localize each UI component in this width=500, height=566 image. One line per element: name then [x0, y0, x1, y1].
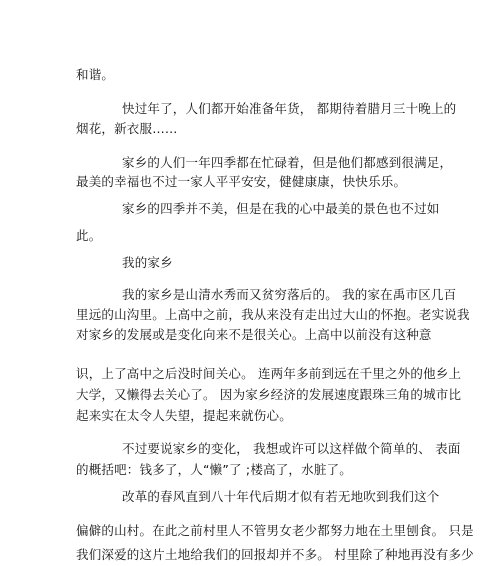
text-line: 的概括吧：钱多了，人“懒”了 ;楼高了，水脏了。 [76, 462, 352, 477]
text-line: 大学，又懒得去关心了。 因为家乡经济的发展速度跟珠三角的城市比 [76, 387, 462, 402]
section-heading: 我的家乡 [122, 255, 173, 270]
text-line: 家乡的四季并不美，但是在我的心中最美的景色也不过如 [122, 201, 440, 216]
text-line: 起来实在太令人失望，提起来就伤心。 [76, 408, 292, 423]
text-line: 我们深爱的这片土地给我们的回报却并不多。 村里除了种地再没有多少 [76, 547, 474, 562]
text-line: 家乡的人们一年四季都在忙碌着，但是他们都感到很满足， [122, 155, 453, 170]
text-line: 此。 [76, 228, 102, 243]
text-line: 烟花，新衣服…… [76, 121, 178, 136]
text-line: 不过要说家乡的变化， 我想或许可以这样做个简单的、 表面 [122, 441, 461, 456]
text-line: 我的家乡是山清水秀而又贫穷落后的。 我的家在禹市区几百 [122, 287, 457, 302]
text-line: 识，上了高中之后没时间关心。 连两年多前到远在千里之外的他乡上 [76, 366, 462, 381]
text-line: 里远的山沟里。上高中之前，我从来没有走出过大山的怀抱。老实说我 [76, 307, 470, 322]
text-line: 最美的幸福也不过一家人平平安安，健健康康，快快乐乐。 [76, 174, 407, 189]
text-line: 对家乡的发展或是变化向来不是很关心。上高中以前没有这种意 [76, 327, 432, 342]
text-line: 快过年了，人们都开始准备年货， 都期待着腊月三十晚上的 [122, 101, 457, 116]
text-line: 和谐。 [76, 67, 115, 82]
text-line: 偏僻的山村。在此之前村里人不管男女老少都努力地在土里刨食。 只是 [76, 523, 474, 538]
text-line: 改革的春风直到八十年代后期才似有若无地吹到我们这个 [122, 489, 440, 504]
